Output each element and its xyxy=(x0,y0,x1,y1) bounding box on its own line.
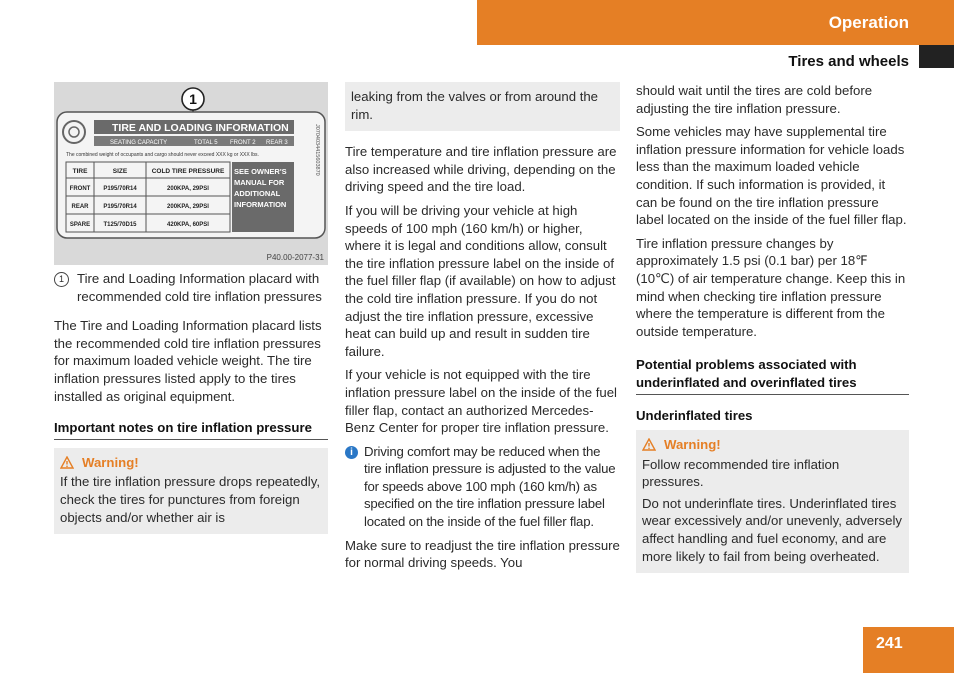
warning-label: Warning! xyxy=(664,437,721,453)
section-heading: Important notes on tire inflation pressure xyxy=(54,419,328,440)
placard-row-pressure: 200KPA, 29PSI xyxy=(167,186,209,192)
subheading: Underinflated tires xyxy=(636,407,753,423)
placard-see-manual: SEE OWNER'S MANUAL FOR ADDITIONAL INFORMATION xyxy=(234,167,287,209)
placard-total: TOTAL 5 xyxy=(194,140,218,146)
warning-title xyxy=(642,436,903,454)
placard-row-size: P195/70R14 xyxy=(103,204,137,210)
warning-box xyxy=(636,430,909,573)
placard-row-size: T125/70D15 xyxy=(103,222,137,228)
figure-callout-number: 1 xyxy=(189,91,197,107)
placard-combined: The combined weight of occupants and cargo should never exceed XXX kg or XXX lbs. xyxy=(66,152,259,158)
placard-col-tire: TIRE xyxy=(72,168,88,175)
page-number: 241 xyxy=(876,635,903,652)
info-note xyxy=(345,443,620,537)
placard-row-pressure: 420KPA, 60PSI xyxy=(167,222,209,228)
warning-text: If the tire inflation pressure drops repeatedly, check the tires for punctures from foreign objects and/or whether air is xyxy=(60,474,320,525)
callout-text: Tire and Loading Information placard with recommended cold tire inflation pressures xyxy=(77,271,322,304)
placard-rear: REAR 3 xyxy=(266,140,288,146)
warning-triangle-icon xyxy=(60,456,74,469)
placard-row-tire: SPARE xyxy=(69,222,91,228)
paragraph: If your vehicle is not equipped with the tire inflation pressure label on the inside of the fuel filler flap, contact an authorized Mercedes-Benz Center for proper tire inflation pressure. xyxy=(345,367,617,436)
paragraph: Some vehicles may have supplemental tire inflation pressure information for vehicle loads less than the maximum loaded vehicle condition. If such information is provided, it can be found on the tire inflation pressure label located on the inside of the fuel filler flap. xyxy=(636,124,907,228)
warning-triangle-icon xyxy=(642,438,656,451)
warning-text: Follow recommended tire inflation pressures. xyxy=(642,456,840,490)
placard-row-tire: REAR xyxy=(71,204,89,210)
column-3 xyxy=(636,82,909,573)
section-title: Operation xyxy=(828,13,909,32)
info-icon: i xyxy=(345,446,358,459)
paragraph: should wait until the tires are cold before adjusting the tire inflation pressure. xyxy=(636,83,873,116)
paragraph: Make sure to readjust the tire inflation pressure for normal driving speeds. You xyxy=(345,537,620,571)
warning-text: Do not underinflate tires. Underinflated tires wear excessively and/or unevenly, adversely affect handling and fuel economy, and are more likely to fail from being overheated. xyxy=(642,495,902,564)
paragraph: If you will be driving your vehicle at high speeds of 100 mph (160 km/h) or higher, where it is legal and conditions allow, consult the tire inflation pressure label on the inside of the fuel filler flap (if available) on how to adjust the cold tire inflation pressure. If you do not adjust the tire inflation pressure, excessive heat can build up and result in sudden tire failure. xyxy=(345,202,616,359)
subsection-title: Tires and wheels xyxy=(788,53,909,70)
placard-seating: SEATING CAPACITY xyxy=(110,140,168,146)
figure-caption: P40.00-2077-31 xyxy=(266,253,324,262)
warning-text-continued: leaking from the valves or from around the rim. xyxy=(351,89,599,122)
callout-number: 1 xyxy=(54,272,69,287)
placard-col-size: SIZE xyxy=(112,168,128,175)
placard-row-pressure: 200KPA, 29PSI xyxy=(167,204,209,210)
warning-label: Warning! xyxy=(82,454,139,470)
placard-row-tire: FRONT xyxy=(69,186,91,192)
info-text: Driving comfort may be reduced when the tire inflation pressure is adjusted to the value for speeds above 100 mph (160 km/h) as specified on the tire inflation pressure label located on the inside of the fuel filler flap. xyxy=(364,443,616,530)
paragraph: Tire inflation pressure changes by approximately 1.5 psi (0.1 bar) per 18℉ (10℃) of air temperature change. Keep this in mind when checking tire inflation pressure where the temperature is different from the outside temperature. xyxy=(636,235,906,339)
placard-row-size: P195/70R14 xyxy=(103,186,137,192)
section-heading: Potential problems associated with underinflated and overinflated tires xyxy=(636,356,909,394)
intro-paragraph: The Tire and Loading Information placard lists the recommended cold tire inflation pressures for maximum loaded vehicle weight. The tire inflation pressures listed apply to the tires installed as original equipment. xyxy=(54,318,322,404)
callout-item xyxy=(54,270,328,311)
warning-box xyxy=(54,448,328,534)
column-2 xyxy=(345,82,620,578)
placard-front: FRONT 2 xyxy=(230,140,256,146)
warning-title xyxy=(60,454,322,472)
placard-side-code: J0704034415603870 xyxy=(314,124,320,176)
placard-title: TIRE AND LOADING INFORMATION xyxy=(112,122,289,134)
warning-box-continued xyxy=(345,82,620,131)
placard-col-pressure: COLD TIRE PRESSURE xyxy=(151,168,225,175)
thumb-tab xyxy=(919,45,954,68)
column-1 xyxy=(54,270,328,534)
paragraph: Tire temperature and tire inflation pressure are also increased while driving, depending on the driving speed and the tire load. xyxy=(345,144,617,195)
tire-placard-figure xyxy=(54,82,328,265)
